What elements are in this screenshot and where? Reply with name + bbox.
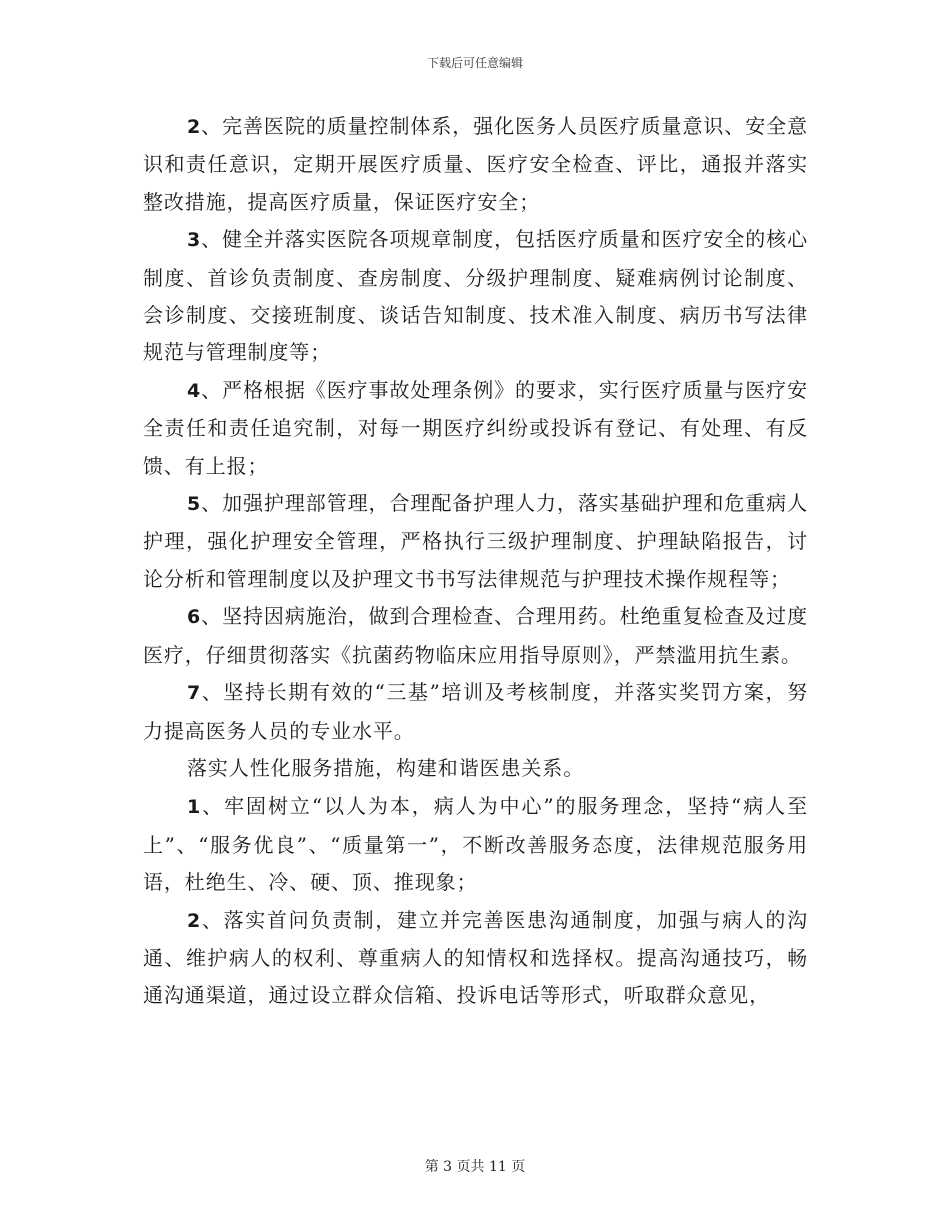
section-heading — [143, 750, 808, 788]
paragraph-text: 、健全并落实医院各项规章制度，包括医疗质量和医疗安全的核心制度、首诊负责制度、查房制度、分级护理制度、疑难病例讨论制度、会诊制度、交接班制度、谈话告知制度、技术准入制度、病历书写法律规范与管理制度等； — [143, 227, 808, 365]
paragraph-item-7 — [143, 674, 808, 750]
page-footer: 第 3 页共 11 页 — [424, 1159, 526, 1175]
item-number: 5 — [187, 493, 202, 516]
document-body — [143, 108, 808, 1015]
paragraph-text: 、牢固树立“以人为本，病人为中心”的服务理念，坚持“病人至上”、“服务优良”、“质量第一”，不断改善服务态度，法律规范服务用语，杜绝生、冷、硬、顶、推现象； — [143, 794, 808, 895]
paragraph-text: 、坚持长期有效的“三基”培训及考核制度，并落实奖罚方案，努力提高医务人员的专业水平。 — [143, 680, 808, 743]
paragraph-item-2b — [143, 902, 808, 1015]
item-number: 2 — [187, 909, 202, 932]
paragraph-text: 、完善医院的质量控制体系，强化医务人员医疗质量意识、安全意识和责任意识，定期开展医疗质量、医疗安全检查、评比，通报并落实整改措施，提高医疗质量，保证医疗安全； — [143, 114, 808, 214]
item-number: 2 — [187, 116, 202, 138]
item-number: 3 — [187, 229, 202, 252]
paragraph-item-6 — [143, 598, 808, 674]
paragraph-text: 、严格根据《医疗事故处理条例》的要求，实行医疗质量与医疗安全责任和责任追究制，对每一期医疗纠纷或投诉有登记、有处理、有反馈、有上报； — [143, 377, 808, 478]
page-header: 下载后可任意编辑 — [426, 56, 523, 70]
item-number: 7 — [187, 682, 202, 705]
paragraph-text: 、落实首问负责制，建立并完善医患沟通制度，加强与病人的沟通、维护病人的权利、尊重病人的知情权和选择权。提高沟通技巧，畅通沟通渠道，通过设立群众信箱、投诉电话等形式，听取群众意见， — [143, 907, 808, 1008]
item-number: 1 — [187, 796, 202, 819]
paragraph-item-1 — [143, 788, 808, 901]
paragraph-item-5 — [143, 485, 808, 598]
item-number: 4 — [187, 379, 202, 402]
paragraph-item-2a — [143, 108, 808, 221]
paragraph-item-3 — [143, 221, 808, 372]
paragraph-text: 、加强护理部管理，合理配备护理人力，落实基础护理和危重病人护理，强化护理安全管理，严格执行三级护理制度、护理缺陷报告，讨论分析和管理制度以及护理文书书写法律规范与护理技术操作规程等； — [143, 491, 808, 591]
paragraph-text: 落实人性化服务措施，构建和谐医患关系。 — [187, 755, 585, 780]
item-number: 6 — [187, 606, 202, 629]
paragraph-text: 、坚持因病施治，做到合理检查、合理用药。杜绝重复检查及过度医疗，仔细贯彻落实《抗菌药物临床应用指导原则》，严禁滥用抗生素。 — [143, 604, 808, 667]
paragraph-item-4 — [143, 372, 808, 485]
